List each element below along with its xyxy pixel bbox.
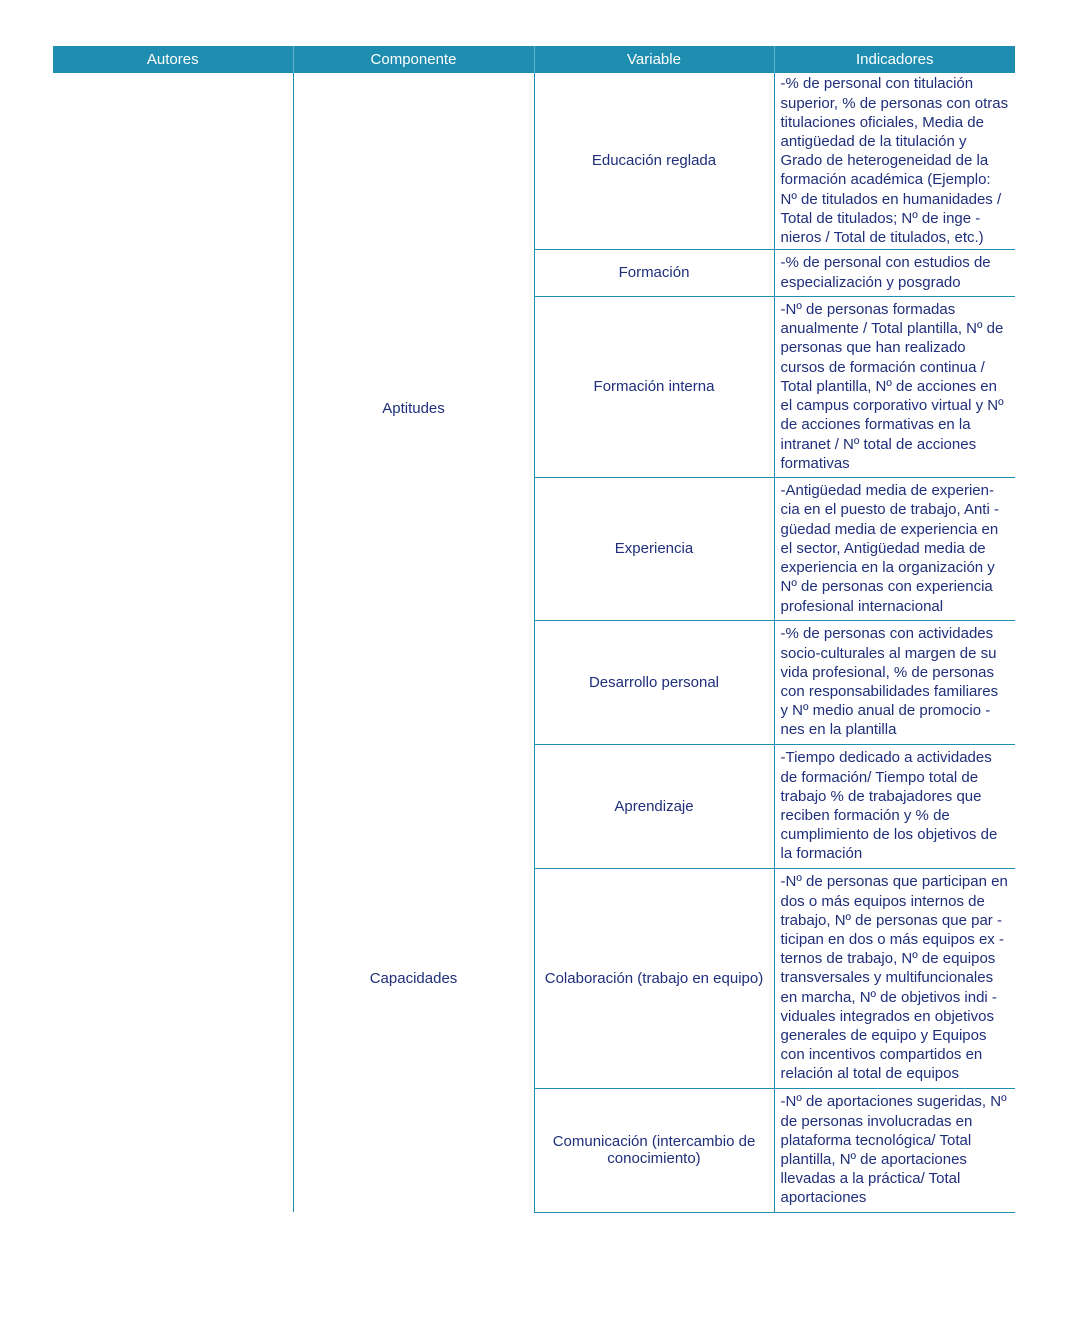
variable-cell: Comunicación (intercambio de conocimiento): [534, 1088, 774, 1212]
variable-cell: Aprendizaje: [534, 744, 774, 868]
variable-cell: Experiencia: [534, 477, 774, 620]
header-autores: Autores: [53, 46, 293, 73]
table-body: [53, 73, 1015, 1212]
indicadores-cell: -Nº de personas formadas anualmente / Total plantilla, Nº de personas que han realizado cursos de formación continua / Total plantilla, Nº de acciones en el campus corporativo virtual y Nº de acciones formativas en la intranet / Nº total de acciones formativas: [774, 296, 1015, 477]
indicadores-cell: -Tiempo dedicado a actividades de formación/ Tiempo total de trabajo % de trabajadores que reciben formación y % de cumplimiento de los objetivos de la formación: [774, 744, 1015, 868]
indicadores-cell: -% de personal con titulación superior, % de personas con otras titulaciones oficiales, Media de antigüedad de la titulación y Grado de heterogeneidad de la formación académica (Ejemplo: Nº de titulados en humanidades / Total de titulados; Nº de inge - nieros / Total de titulados, etc.): [774, 73, 1015, 249]
indicadores-cell: -% de personas con actividades socio-culturales al margen de su vida profesional, % de personas con responsabilidades familiares y Nº medio anual de promocio - nes en la plantilla: [774, 620, 1015, 744]
componente-aptitudes: Aptitudes: [293, 73, 534, 744]
indicadores-cell: -Nº de aportaciones sugeridas, Nº de personas involucradas en plataforma tecnológica/ Total plantilla, Nº de aportaciones llevadas a la práctica/ Total aportaciones: [774, 1088, 1015, 1212]
indicadores-cell: -Nº de personas que participan en dos o más equipos internos de trabajo, Nº de personas que par - ticipan en dos o más equipos ex - ternos de trabajo, Nº de equipos transversales y multifuncionales en marcha, Nº de objetivos indi - viduales integrados en objetivos generales de equipo y Equipos con incentivos compartidos en relación al total de equipos: [774, 868, 1015, 1088]
variable-cell: Formación: [534, 249, 774, 296]
indicators-table: [53, 46, 1015, 1213]
header-indicadores: Indicadores: [774, 46, 1015, 73]
autores-cell: [53, 73, 293, 1212]
header-componente: Componente: [293, 46, 534, 73]
indicadores-cell: -% de personal con estudios de especialización y posgrado: [774, 249, 1015, 296]
table-header: [53, 46, 1015, 73]
variable-cell: Formación interna: [534, 296, 774, 477]
variable-cell: Colaboración (trabajo en equipo): [534, 868, 774, 1088]
indicadores-cell: -Antigüedad media de experien- cia en el puesto de trabajo, Anti - güedad media de experiencia en el sector, Antigüedad media de experiencia en la organización y Nº de personas con experiencia profesional internacional: [774, 477, 1015, 620]
variable-cell: Educación reglada: [534, 73, 774, 249]
header-variable: Variable: [534, 46, 774, 73]
variable-cell: Desarrollo personal: [534, 620, 774, 744]
table-row: [53, 73, 1015, 249]
componente-capacidades: Capacidades: [293, 744, 534, 1212]
